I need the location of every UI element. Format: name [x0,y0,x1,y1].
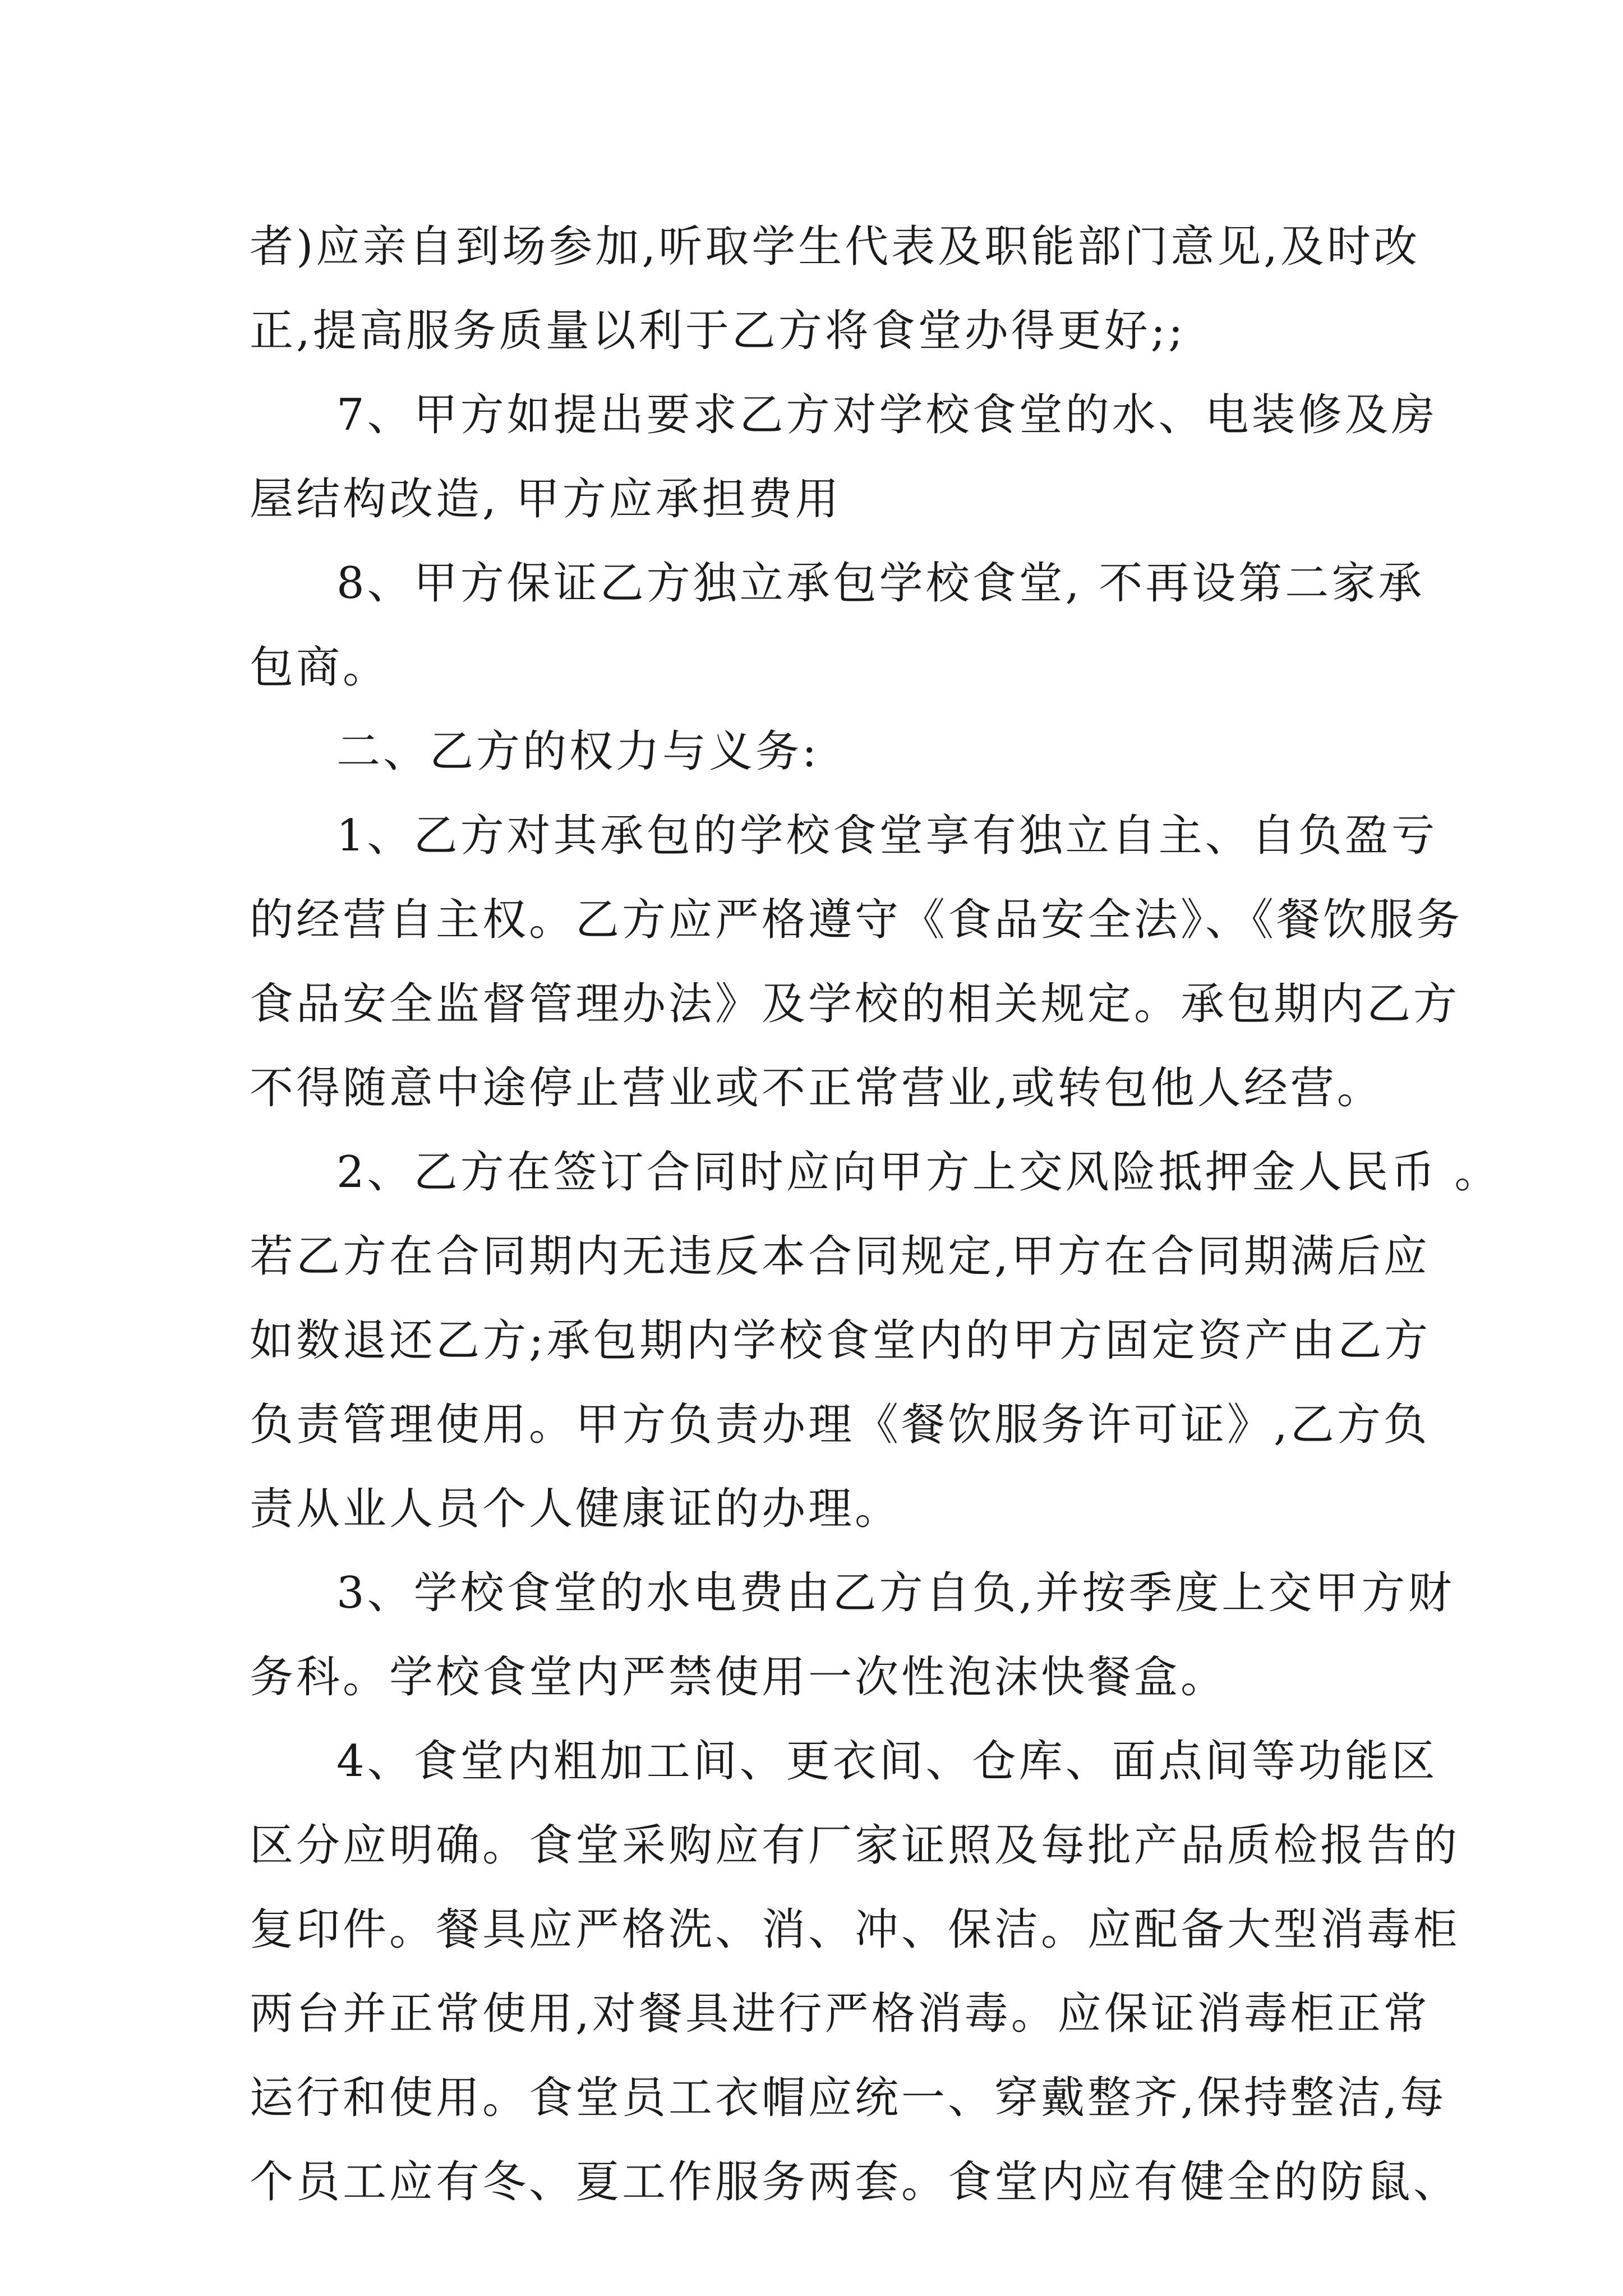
section-heading: 二、乙方的权力与义务: [336,726,820,777]
text-line: 个员工应有冬、夏工作服务两套。食堂内应有健全的防鼠、 [250,2157,1460,2207]
text-line: 3、学校食堂的水电费由乙方自负,并按季度上交甲方财 [336,1568,1455,1618]
text-line: 7、甲方如提出要求乙方对学校食堂的水、电装修及房 [336,390,1438,440]
text-line: 务科。学校食堂内严禁使用一次性泡沫快餐盒。 [250,1652,1228,1703]
text-line: 屋结构改造, 甲方应承担费用 [250,474,842,524]
text-line: 复印件。餐具应严格洗、消、冲、保洁。应配备大型消毒柜 [250,1904,1460,1955]
text-line: 责从业人员个人健康证的办理。 [250,1484,902,1534]
text-line: 负责管理使用。甲方负责办理《餐饮服务许可证》,乙方负 [250,1400,1430,1450]
text-line: 2、乙方在签订合同时应向甲方上交风险抵押金人民币 。 [336,1147,1501,1198]
text-line: 正,提高服务质量以利于乙方将食堂办得更好;; [250,306,1186,356]
text-line: 包商。 [250,642,390,693]
text-line: 4、食堂内粗加工间、更衣间、仓库、面点间等功能区 [336,1736,1438,1787]
text-line: 运行和使用。食堂员工衣帽应统一、穿戴整齐,保持整洁,每 [250,2073,1447,2123]
text-line: 两台并正常使用,对餐具进行严格消毒。应保证消毒柜正常 [250,1989,1430,2039]
text-line: 区分应明确。食堂采购应有厂家证照及每批产品质检报告的 [250,1820,1460,1871]
text-line: 食品安全监督管理办法》及学校的相关规定。承包期内乙方 [250,979,1460,1029]
text-line: 如数退还乙方;承包期内学校食堂内的甲方固定资产由乙方 [250,1315,1431,1366]
text-line: 1、乙方对其承包的学校食堂享有独立自主、自负盈亏 [336,811,1438,861]
text-line: 若乙方在合同期内无违反本合同规定,甲方在合同期满后应 [250,1231,1430,1282]
text-line: 8、甲方保证乙方独立承包学校食堂, 不再设第二家承 [336,558,1425,609]
text-line: 不得随意中途停止营业或不正常营业,或转包他人经营。 [250,1063,1384,1114]
text-line: 的经营自主权。乙方应严格遵守《食品安全法》、《餐饮服务 [250,895,1463,945]
text-line: 者)应亲自到场参加,听取学生代表及职能部门意见,及时改 [250,222,1421,272]
